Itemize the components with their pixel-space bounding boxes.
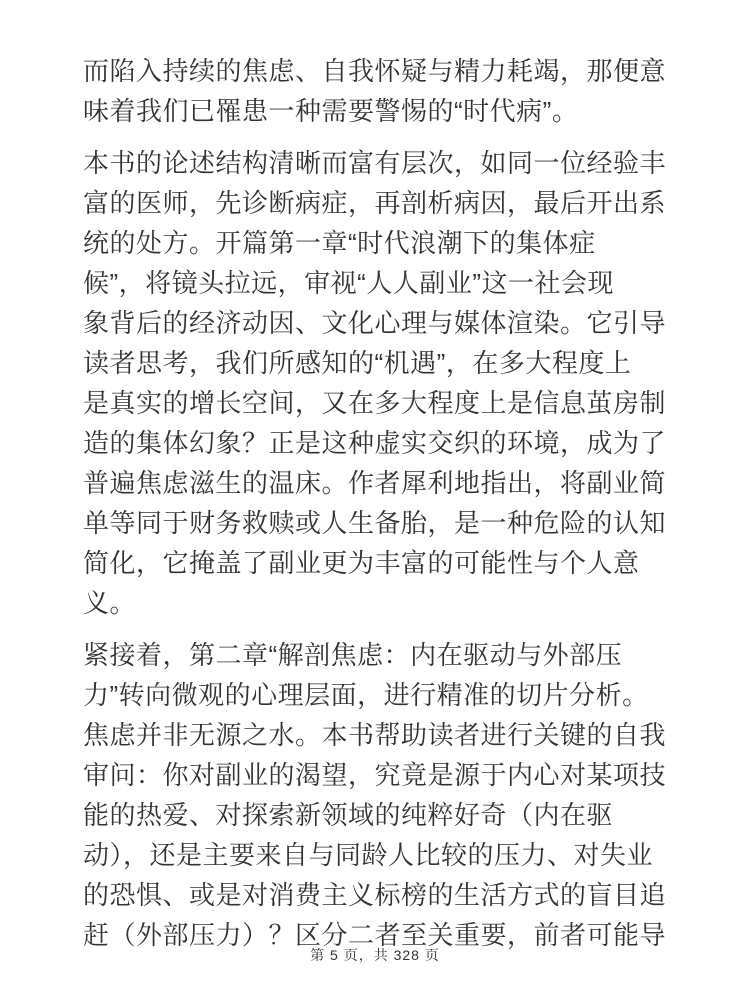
text-line: 力”转向微观的心理层面，进行精准的切片分析。 [83, 680, 649, 710]
text-line: 味着我们已罹患一种需要警惕的“时代病”。 [83, 96, 579, 126]
text-line: 能的热爱、对探索新领域的纯粹好奇（内在驱 [83, 800, 614, 830]
text-line: 赶（外部压力）？区分二者至关重要，前者可能导 [83, 920, 667, 950]
text-line: 审问：你对副业的渴望，究竟是源于内心对某项技 [83, 760, 667, 790]
text-line: 是真实的增长空间，又在多大程度上是信息茧房制 [83, 388, 667, 418]
text-line: 而陷入持续的焦虑、自我怀疑与精力耗竭，那便意 [83, 56, 667, 86]
text-line: 造的集体幻象？正是这种虚实交织的环境，成为了 [83, 428, 667, 458]
page-number-label: 第 5 页，共 328 页 [310, 947, 440, 963]
text-line: 读者思考，我们所感知的“机遇”，在多大程度上 [83, 348, 632, 378]
text-line: 候”，将镜头拉远，审视“人人副业”这一社会现 [83, 268, 614, 298]
text-line: 简化，它掩盖了副业更为丰富的可能性与个人意 [83, 548, 640, 578]
text-line: 的恐惧、或是对消费主义标榜的生活方式的盲目追 [83, 880, 667, 910]
text-line: 紧接着，第二章“解剖焦虑：内在驱动与外部压 [83, 640, 623, 670]
text-line: 焦虑并非无源之水。本书帮助读者进行关键的自我 [83, 720, 667, 750]
document-body [83, 51, 675, 955]
paragraph [83, 143, 675, 623]
text-line: 普遍焦虑滋生的温床。作者犀利地指出，将副业简 [83, 468, 667, 498]
text-line: 富的医师，先诊断病症，再剖析病因，最后开出系 [83, 188, 667, 218]
paragraph [83, 51, 675, 131]
text-line: 象背后的经济动因、文化心理与媒体渲染。它引导 [83, 308, 667, 338]
text-line: 统的处方。开篇第一章“时代浪潮下的集体症 [83, 228, 596, 258]
text-line: 本书的论述结构清晰而富有层次，如同一位经验丰 [83, 148, 667, 178]
text-line: 动），还是主要来自与同龄人比较的压力、对失业 [83, 840, 654, 870]
page-footer [0, 946, 750, 964]
text-line: 单等同于财务救赎或人生备胎，是一种危险的认知 [83, 508, 667, 538]
paragraph [83, 635, 675, 955]
text-line: 义。 [83, 588, 137, 618]
